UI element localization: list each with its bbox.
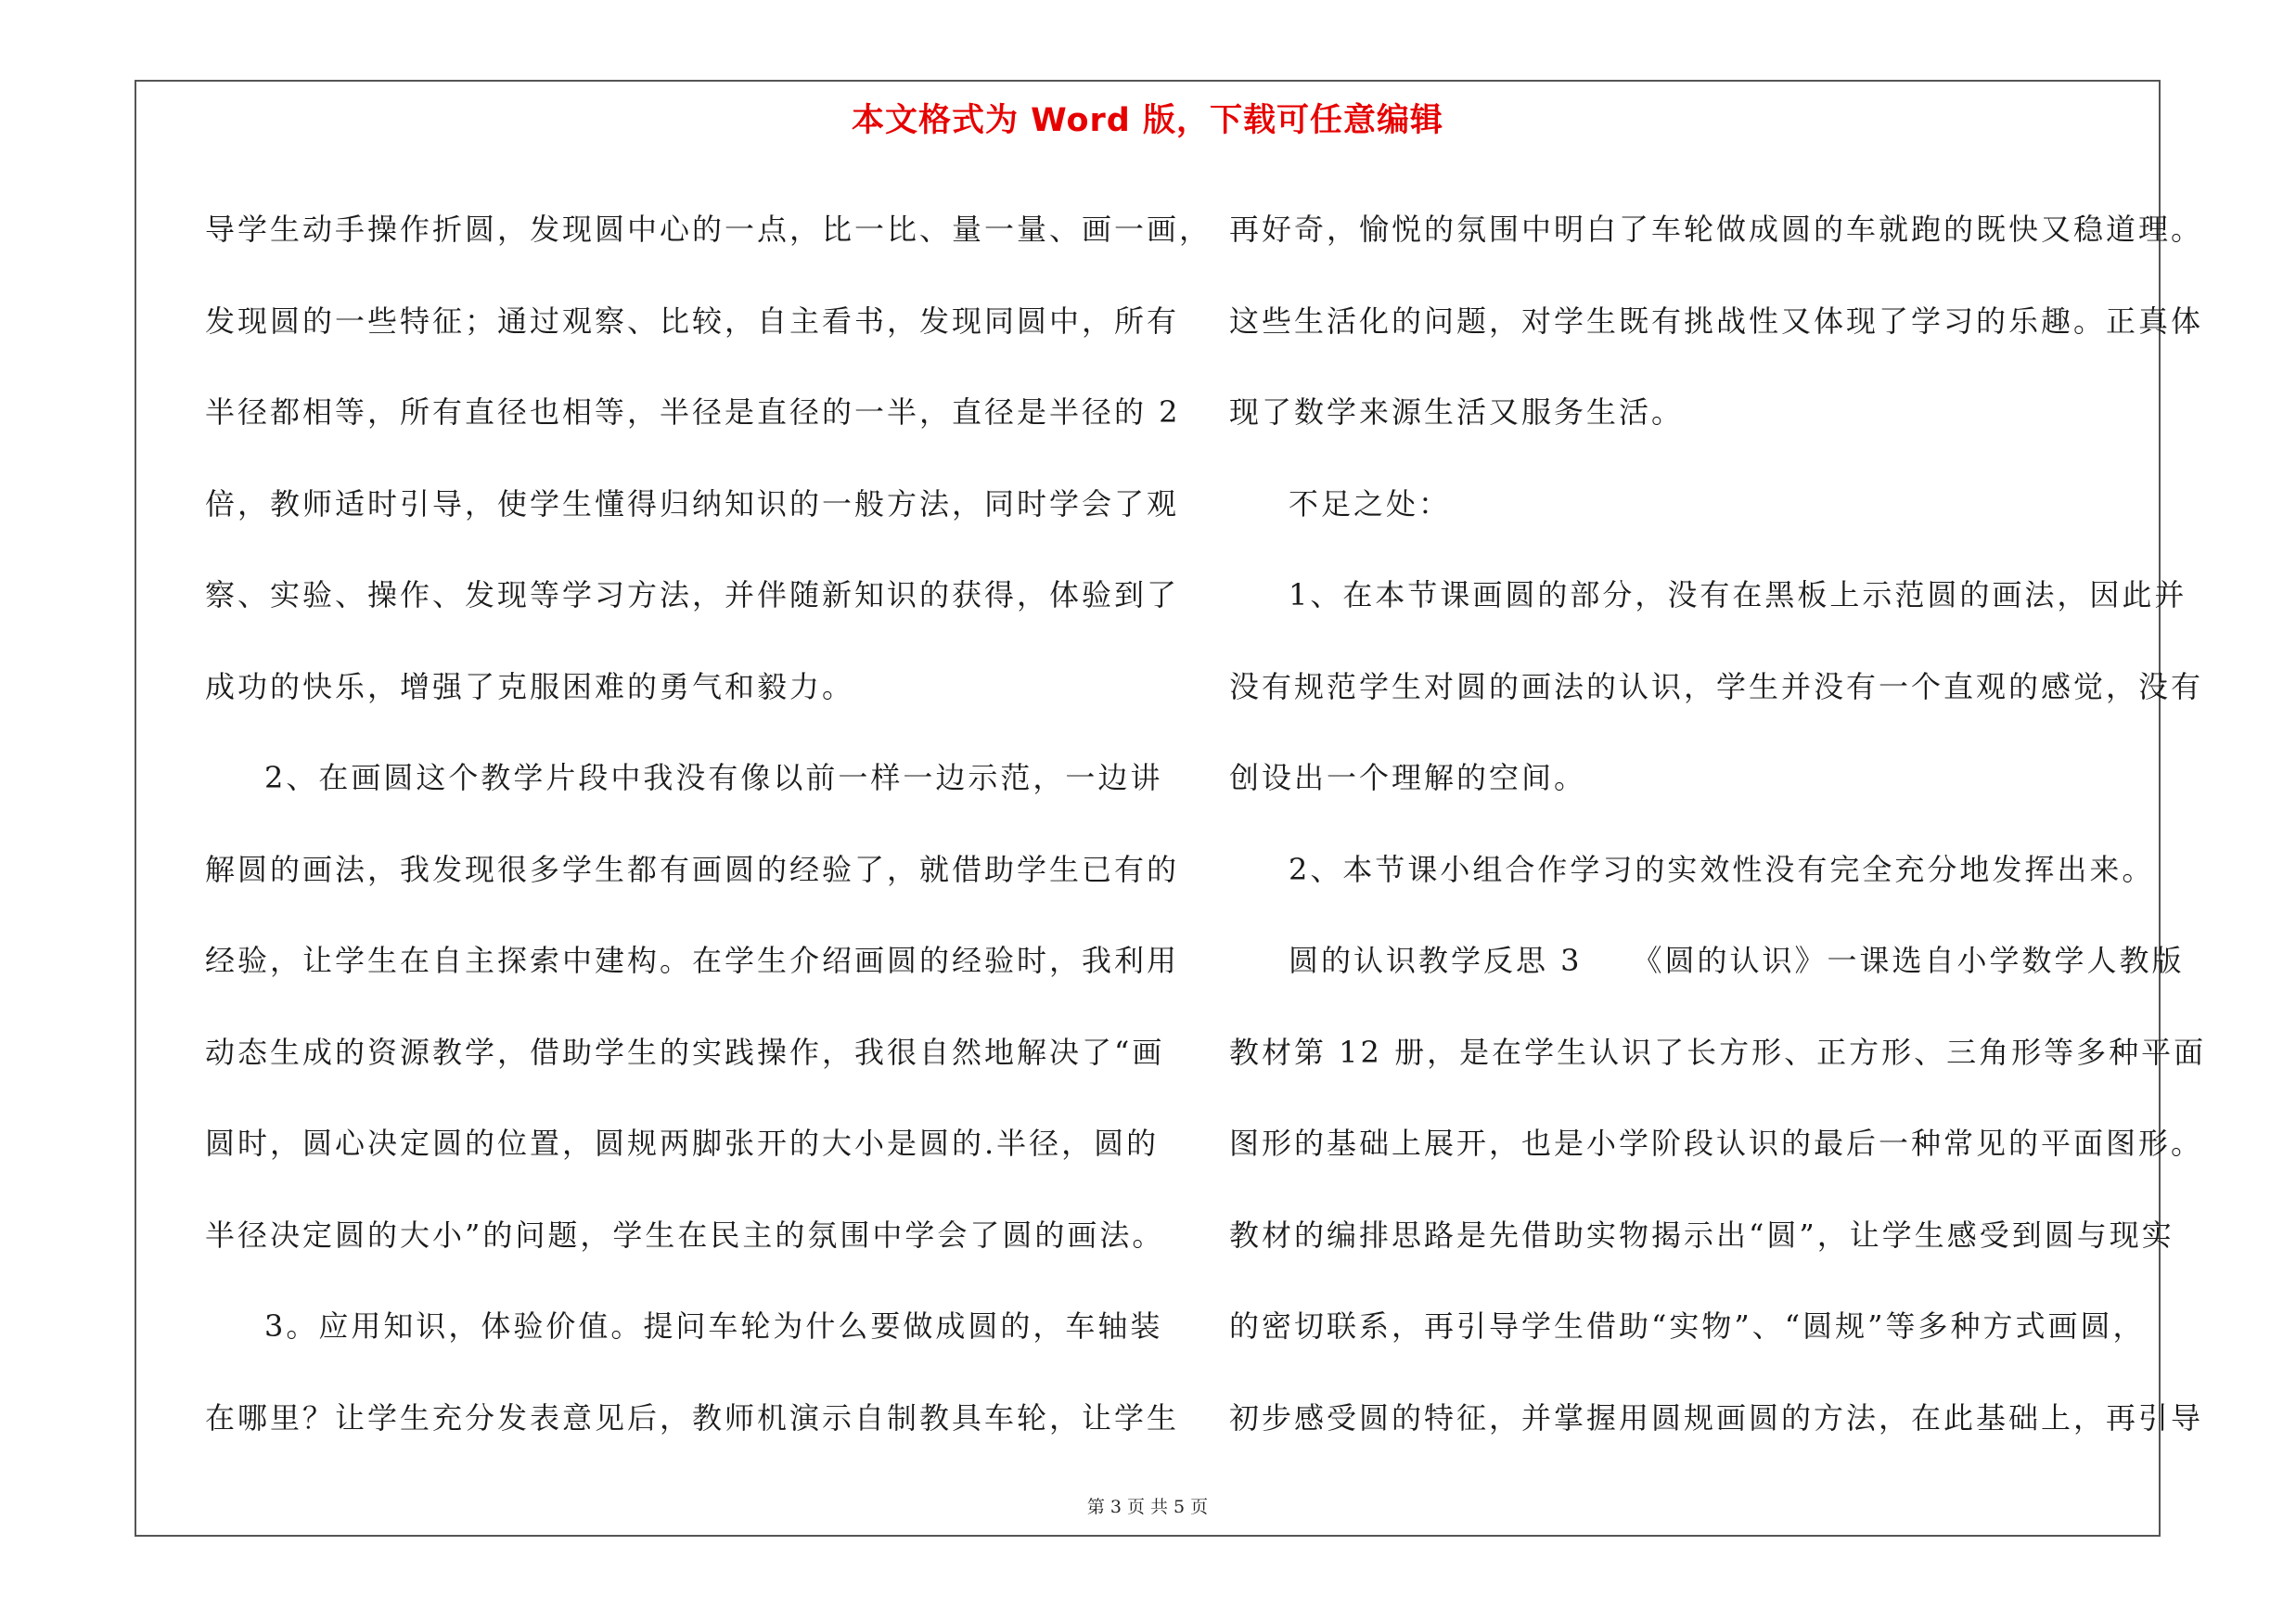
paragraph-start-line: 圆的认识教学反思 3 《圆的认识》一课选自小学数学人教版: [1289, 943, 2185, 978]
paragraph-start-line: 3。应用知识，体验价值。提问车轮为什么要做成圆的，车轴装: [264, 1308, 1163, 1344]
left-column: [205, 184, 1212, 1463]
text-line: 半径都相等，所有直径也相等，半径是直径的一半，直径是半径的 2: [205, 394, 1181, 430]
format-banner: 本文格式为 Word 版，下载可任意编辑: [851, 102, 1444, 139]
text-line: 成功的快乐，增强了克服困难的勇气和毅力。: [205, 668, 855, 704]
page-frame: [135, 80, 2207, 1537]
text-line: 现了数学来源生活又服务生活。: [1229, 394, 1685, 430]
section-heading: 不足之处：: [1289, 485, 1452, 522]
text-line: 的密切联系，再引导学生借助“实物”、“圆规”等多种方式画圆，: [1229, 1308, 2146, 1344]
text-line: 教材的编排思路是先借助实物揭示出“圆”，让学生感受到圆与现实: [1229, 1217, 2174, 1253]
text-line: 半径决定圆的大小”的问题，学生在民主的氛围中学会了圆的画法。: [205, 1217, 1165, 1253]
text-line: 在哪里？让学生充分发表意见后，教师机演示自制教具车轮，让学生: [205, 1399, 1180, 1436]
text-line: 经验，让学生在自主探索中建构。在学生介绍画圆的经验时，我利用: [205, 943, 1180, 978]
right-column: [1229, 184, 2207, 1463]
text-line: 没有规范学生对圆的画法的认识，学生并没有一个直观的感觉，没有: [1229, 668, 2204, 704]
text-line: 圆时，圆心决定圆的位置，圆规两脚张开的大小是圆的.半径，圆的: [205, 1126, 1160, 1161]
text-line: 图形的基础上展开，也是小学阶段认识的最后一种常见的平面图形。: [1229, 1126, 2204, 1161]
text-line: 动态生成的资源教学，借助学生的实践操作，我很自然地解决了“画: [205, 1034, 1165, 1070]
paragraph-start-line: 1、在本节课画圆的部分，没有在黑板上示范圆的画法，因此并: [1289, 577, 2187, 612]
text-line: 教材第 12 册，是在学生认识了长方形、正方形、三角形等多种平面: [1229, 1034, 2207, 1070]
paragraph-start-line: 2、在画圆这个教学片段中我没有像以前一样一边示范，一边讲: [264, 760, 1163, 795]
text-line: 创设出一个理解的空间。: [1229, 760, 1587, 795]
text-line: 发现圆的一些特征；通过观察、比较，自主看书，发现同圆中，所有: [205, 303, 1180, 339]
page-number-footer: 第 3 页 共 5 页: [1086, 1497, 1209, 1517]
text-line: 导学生动手操作折圆，发现圆中心的一点，比一比、量一量、画一画，: [205, 212, 1212, 247]
text-line: 倍，教师适时引导，使学生懂得归纳知识的一般方法，同时学会了观: [205, 485, 1180, 522]
paragraph-start-line: 2、本节课小组合作学习的实效性没有完全充分地发挥出来。: [1289, 851, 2155, 887]
text-line: 初步感受圆的特征，并掌握用圆规画圆的方法，在此基础上，再引导: [1229, 1399, 2204, 1436]
text-line: 再好奇，愉悦的氛围中明白了车轮做成圆的车就跑的既快又稳道理。: [1229, 212, 2204, 247]
text-line: 察、实验、操作、发现等学习方法，并伴随新知识的获得，体验到了: [205, 577, 1180, 612]
text-line: 这些生活化的问题，对学生既有挑战性又体现了学习的乐趣。正真体: [1229, 303, 2204, 339]
text-line: 解圆的画法，我发现很多学生都有画圆的经验了，就借助学生已有的: [205, 851, 1180, 887]
